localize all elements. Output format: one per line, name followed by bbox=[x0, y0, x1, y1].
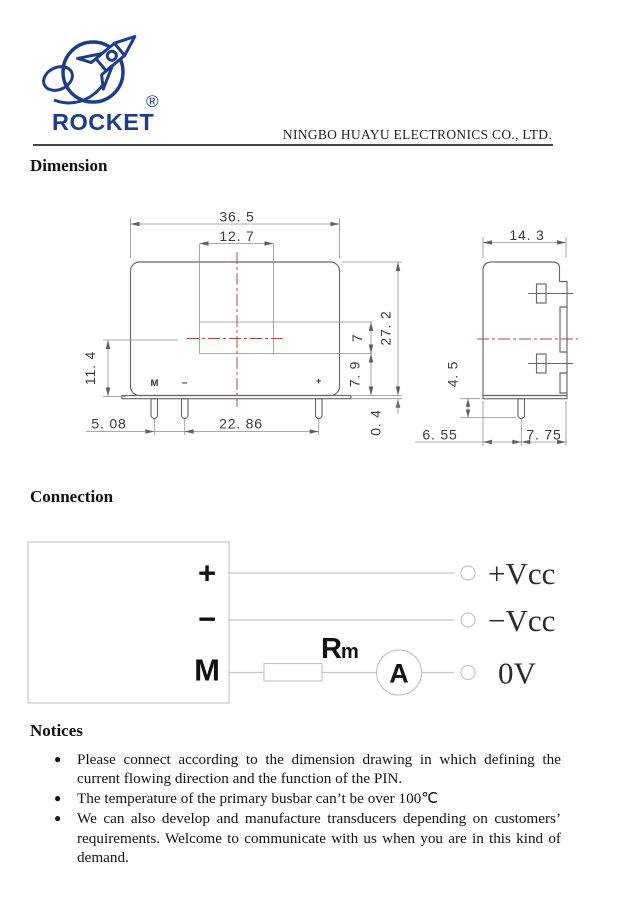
pin-label-minus: − bbox=[181, 378, 188, 389]
notice-item bbox=[54, 750, 561, 789]
side-view-dimensions bbox=[415, 227, 566, 446]
output-terminals bbox=[461, 566, 475, 680]
front-view-centerlines bbox=[187, 252, 284, 407]
side-view-outline bbox=[483, 262, 567, 418]
dim-pin-length: 4. 5 bbox=[444, 360, 461, 388]
dimension-section-title: Dimension bbox=[30, 156, 108, 175]
terminal-circle-vcc-plus bbox=[461, 566, 475, 580]
dim-centerline-to-base: 11. 4 bbox=[82, 350, 98, 386]
pin-label-m: M bbox=[150, 378, 159, 389]
bullet-icon: ● bbox=[54, 791, 62, 806]
output-label-0v: 0V bbox=[498, 655, 536, 691]
notice-text: We can also develop and manufacture transducers depending on customers’ requirements. Welcome to communicate with us when you are in this kind of demand. bbox=[77, 810, 561, 867]
bullet-icon: ● bbox=[54, 811, 62, 826]
resistor-label-main: R bbox=[321, 633, 342, 665]
registered-trademark-icon: ® bbox=[146, 92, 159, 111]
pin-label-plus: + bbox=[315, 376, 322, 387]
connection-section-title: Connection bbox=[30, 487, 114, 506]
dim-pin-pitch-large: 22. 86 bbox=[219, 415, 263, 432]
notice-item bbox=[54, 809, 561, 867]
dim-overall-height: 27. 2 bbox=[377, 310, 394, 346]
dim-pin-to-back: 7. 75 bbox=[526, 426, 562, 443]
front-view-outline bbox=[122, 244, 372, 418]
logo-wordmark: ROCKET bbox=[52, 109, 155, 135]
output-label-vcc-plus: +Vcc bbox=[488, 556, 556, 591]
company-name: NINGBO HUAYU ELECTRONICS CO., LTD. bbox=[282, 127, 552, 142]
terminal-circle-vcc-minus bbox=[461, 613, 475, 627]
dim-pin-pitch-small: 5. 08 bbox=[91, 415, 127, 432]
dim-base-thickness: 0. 4 bbox=[367, 409, 384, 436]
dim-pin-to-front: 6. 55 bbox=[422, 426, 458, 443]
side-view-centerlines bbox=[477, 294, 578, 364]
notice-text: The temperature of the primary busbar can’t be over 100℃ bbox=[77, 790, 439, 808]
notices-list-container bbox=[54, 750, 561, 868]
box-terminal-plus: + bbox=[197, 555, 217, 591]
dim-overall-width: 36. 5 bbox=[219, 208, 255, 225]
resistor-symbol bbox=[264, 664, 322, 682]
front-view-pin-labels bbox=[151, 376, 322, 389]
dim-depth: 14. 3 bbox=[509, 227, 545, 243]
box-terminal-minus: − bbox=[197, 601, 217, 637]
output-label-vcc-minus: −Vcc bbox=[488, 603, 556, 638]
notices-list bbox=[54, 750, 561, 867]
terminal-circle-0v bbox=[461, 666, 475, 680]
notices-section-title: Notices bbox=[30, 721, 83, 740]
dim-window-height: 7 bbox=[349, 333, 365, 343]
notice-item bbox=[54, 789, 561, 808]
ammeter-label: A bbox=[389, 658, 409, 689]
dim-window-width: 12. 7 bbox=[219, 228, 255, 244]
box-terminal-m: M bbox=[194, 652, 220, 688]
notice-text: Please connect according to the dimension drawing in which defining the current flowing direction and the function of the PIN. bbox=[77, 751, 561, 788]
bullet-icon: ● bbox=[54, 752, 62, 766]
resistor-label-sub: m bbox=[341, 641, 359, 663]
dim-window-to-base: 7. 9 bbox=[346, 360, 363, 388]
connection-diagram bbox=[0, 535, 630, 715]
